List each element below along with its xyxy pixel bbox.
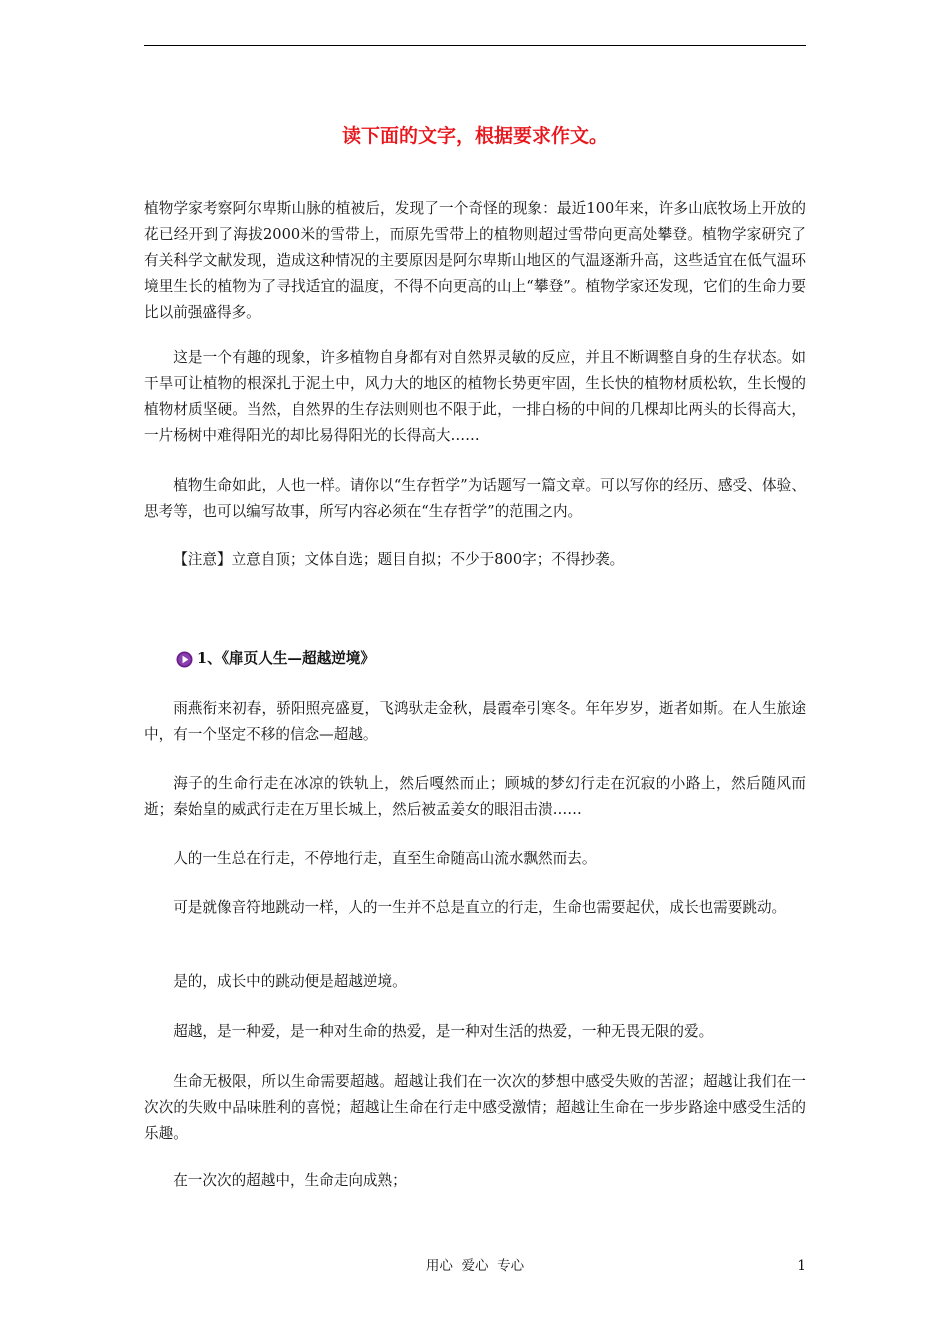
essay-paragraph-6: 超越，是一种爱，是一种对生命的热爱，是一种对生活的热爱，一种无畏无限的爱。 (173, 1023, 714, 1040)
essay-paragraph-7: 生命无极限，所以生命需要超越。超越让我们在一次次的梦想中感受失败的苦涩；超越让我们在一次次的失败中品味胜利的喜悦；超越让生命在行走中感受激情；超越让生命在一步步路途中感受生活的乐趣。 (144, 1073, 806, 1142)
page-title: 读下面的文字，根据要求作文。 (341, 125, 608, 147)
essay-paragraph-4: 可是就像音符地跳动一样，人的一生并不总是直立的行走，生命也需要起伏，成长也需要跳动。 (173, 899, 787, 916)
essay-heading-text: 1、《扉页人生—超越逆境》 (197, 650, 375, 667)
essay-paragraph-8: 在一次次的超越中，生命走向成熟； (173, 1172, 407, 1189)
header-rule (144, 45, 806, 46)
footer-text: 用心 爱心 专心 (425, 1258, 525, 1274)
prompt-paragraph-4: 【注意】立意自顶；文体自选；题目自拟；不少于800字；不得抄袭。 (173, 551, 625, 568)
essay-paragraph-5: 是的，成长中的跳动便是超越逆境。 (173, 973, 407, 990)
essay-paragraph-2: 海子的生命行走在冰凉的铁轨上，然后嘎然而止；顾城的梦幻行走在沉寂的小路上，然后随风而逝；秦始皇的威武行走在万里长城上，然后被孟姜女的眼泪击溃…… (144, 775, 806, 818)
prompt-paragraph-1: 植物学家考察阿尔卑斯山脉的植被后，发现了一个奇怪的现象：最近100年来，许多山底牧场上开放的花已经开到了海拔2000米的雪带上，而原先雪带上的植物则超过雪带向更高处攀登。植物学家研究了有关科学文献发现，造成这种情况的主要原因是阿尔卑斯山地区的气温逐渐升高，这些适宜在低气温环境里生长的植物为了寻找适宜的温度，不得不向更高的山上“攀登”。植物学家还发现，它们的生命力要比以前强盛得多。 (144, 200, 806, 321)
essay-paragraph-3: 人的一生总在行走，不停地行走，直至生命随高山流水飘然而去。 (173, 850, 597, 867)
prompt-paragraph-3: 植物生命如此，人也一样。请你以“生存哲学”为话题写一篇文章。可以写你的经历、感受、体验、思考等，也可以编写故事，所写内容必须在“生存哲学”的范围之内。 (144, 477, 806, 520)
play-circle-icon (176, 651, 193, 668)
prompt-paragraph-2: 这是一个有趣的现象，许多植物自身都有对自然界灵敏的反应，并且不断调整自身的生存状态。如干旱可让植物的根深扎于泥土中，风力大的地区的植物长势更牢固，生长快的植物材质松软，生长慢的植物材质坚硬。当然，自然界的生存法则则也不限于此，一排白杨的中间的几棵却比两头的长得高大，一片杨树中难得阳光的却比易得阳光的长得高大…… (144, 349, 806, 444)
essay-paragraph-1: 雨燕衔来初春，骄阳照亮盛夏，飞鸿驮走金秋，晨霞牵引寒冬。年年岁岁，逝者如斯。在人生旅途中，有一个坚定不移的信念—超越。 (144, 700, 806, 743)
essay-heading (176, 646, 375, 672)
page-number: 1 (797, 1258, 806, 1274)
